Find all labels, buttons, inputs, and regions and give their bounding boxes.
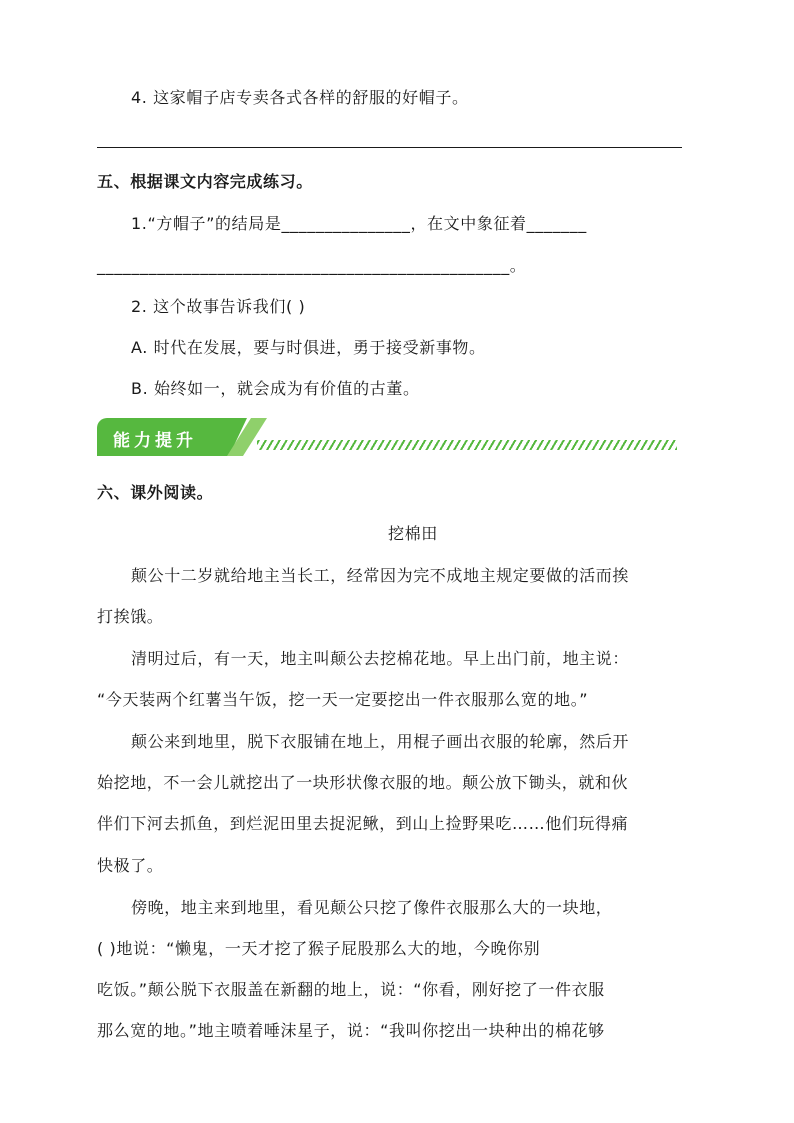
ability-banner xyxy=(97,418,677,456)
option-a: A. 时代在发展，要与时俱进，勇于接受新事物。 xyxy=(131,338,486,357)
section-5-item-1-line-1: 1.“方帽子”的结局是_______________，在文中象征着_______ xyxy=(131,214,587,233)
paragraph-line: 那么宽的地。”地主喷着唾沫星子，说：“我叫你挖出一块种出的棉花够 xyxy=(97,1021,605,1040)
paragraph-line: 颠公来到地里，脱下衣服铺在地上，用棍子画出衣服的轮廓，然后开 xyxy=(131,732,630,751)
paragraph-line-with-blank: ( )地说：“懒鬼，一天才挖了猴子屁股那么大的地，今晚你别 xyxy=(97,939,541,958)
section-5-heading: 五、根据课文内容完成练习。 xyxy=(97,172,313,191)
paragraph-line: 伴们下河去抓鱼，到烂泥田里去捉泥鳅，到山上捡野果吃……他们玩得痛 xyxy=(97,814,629,833)
paragraph-line: “今天装两个红薯当午饭，挖一天一定要挖出一件衣服那么宽的地。” xyxy=(97,690,589,709)
question-4: 4. 这家帽子店专卖各式各样的舒服的好帽子。 xyxy=(131,88,469,107)
section-5-item-1-line-2: ________________________________________________。 xyxy=(97,256,527,275)
answer-line-q4[interactable] xyxy=(97,147,682,148)
paragraph-line: 始挖地，不一会儿就挖出了一块形状像衣服的地。颠公放下锄头，就和伙 xyxy=(97,773,629,792)
paragraph-line: 颠公十二岁就给地主当长工，经常因为完不成地主规定要做的活而挨 xyxy=(131,566,630,585)
section-5-item-2: 2. 这个故事告诉我们( ) xyxy=(131,297,306,316)
banner-label: 能力提升 xyxy=(113,431,197,451)
option-b: B. 始终如一，就会成为有价值的古董。 xyxy=(131,379,420,398)
paragraph-line: 傍晚，地主来到地里，看见颠公只挖了像件衣服那么大的一块地， xyxy=(131,898,613,917)
banner-hatch-decoration xyxy=(257,440,677,450)
paragraph-line: 快极了。 xyxy=(97,856,164,875)
paragraph-line: 吃饭。”颠公脱下衣服盖在新翻的地上，说：“你看，刚好挖了一件衣服 xyxy=(97,980,605,999)
section-6-heading: 六、课外阅读。 xyxy=(97,483,214,502)
paragraph-line: 打挨饿。 xyxy=(97,607,164,626)
paragraph-line: 清明过后，有一天，地主叫颠公去挖棉花地。早上出门前，地主说： xyxy=(131,649,630,668)
reading-title: 挖棉田 xyxy=(388,524,438,543)
